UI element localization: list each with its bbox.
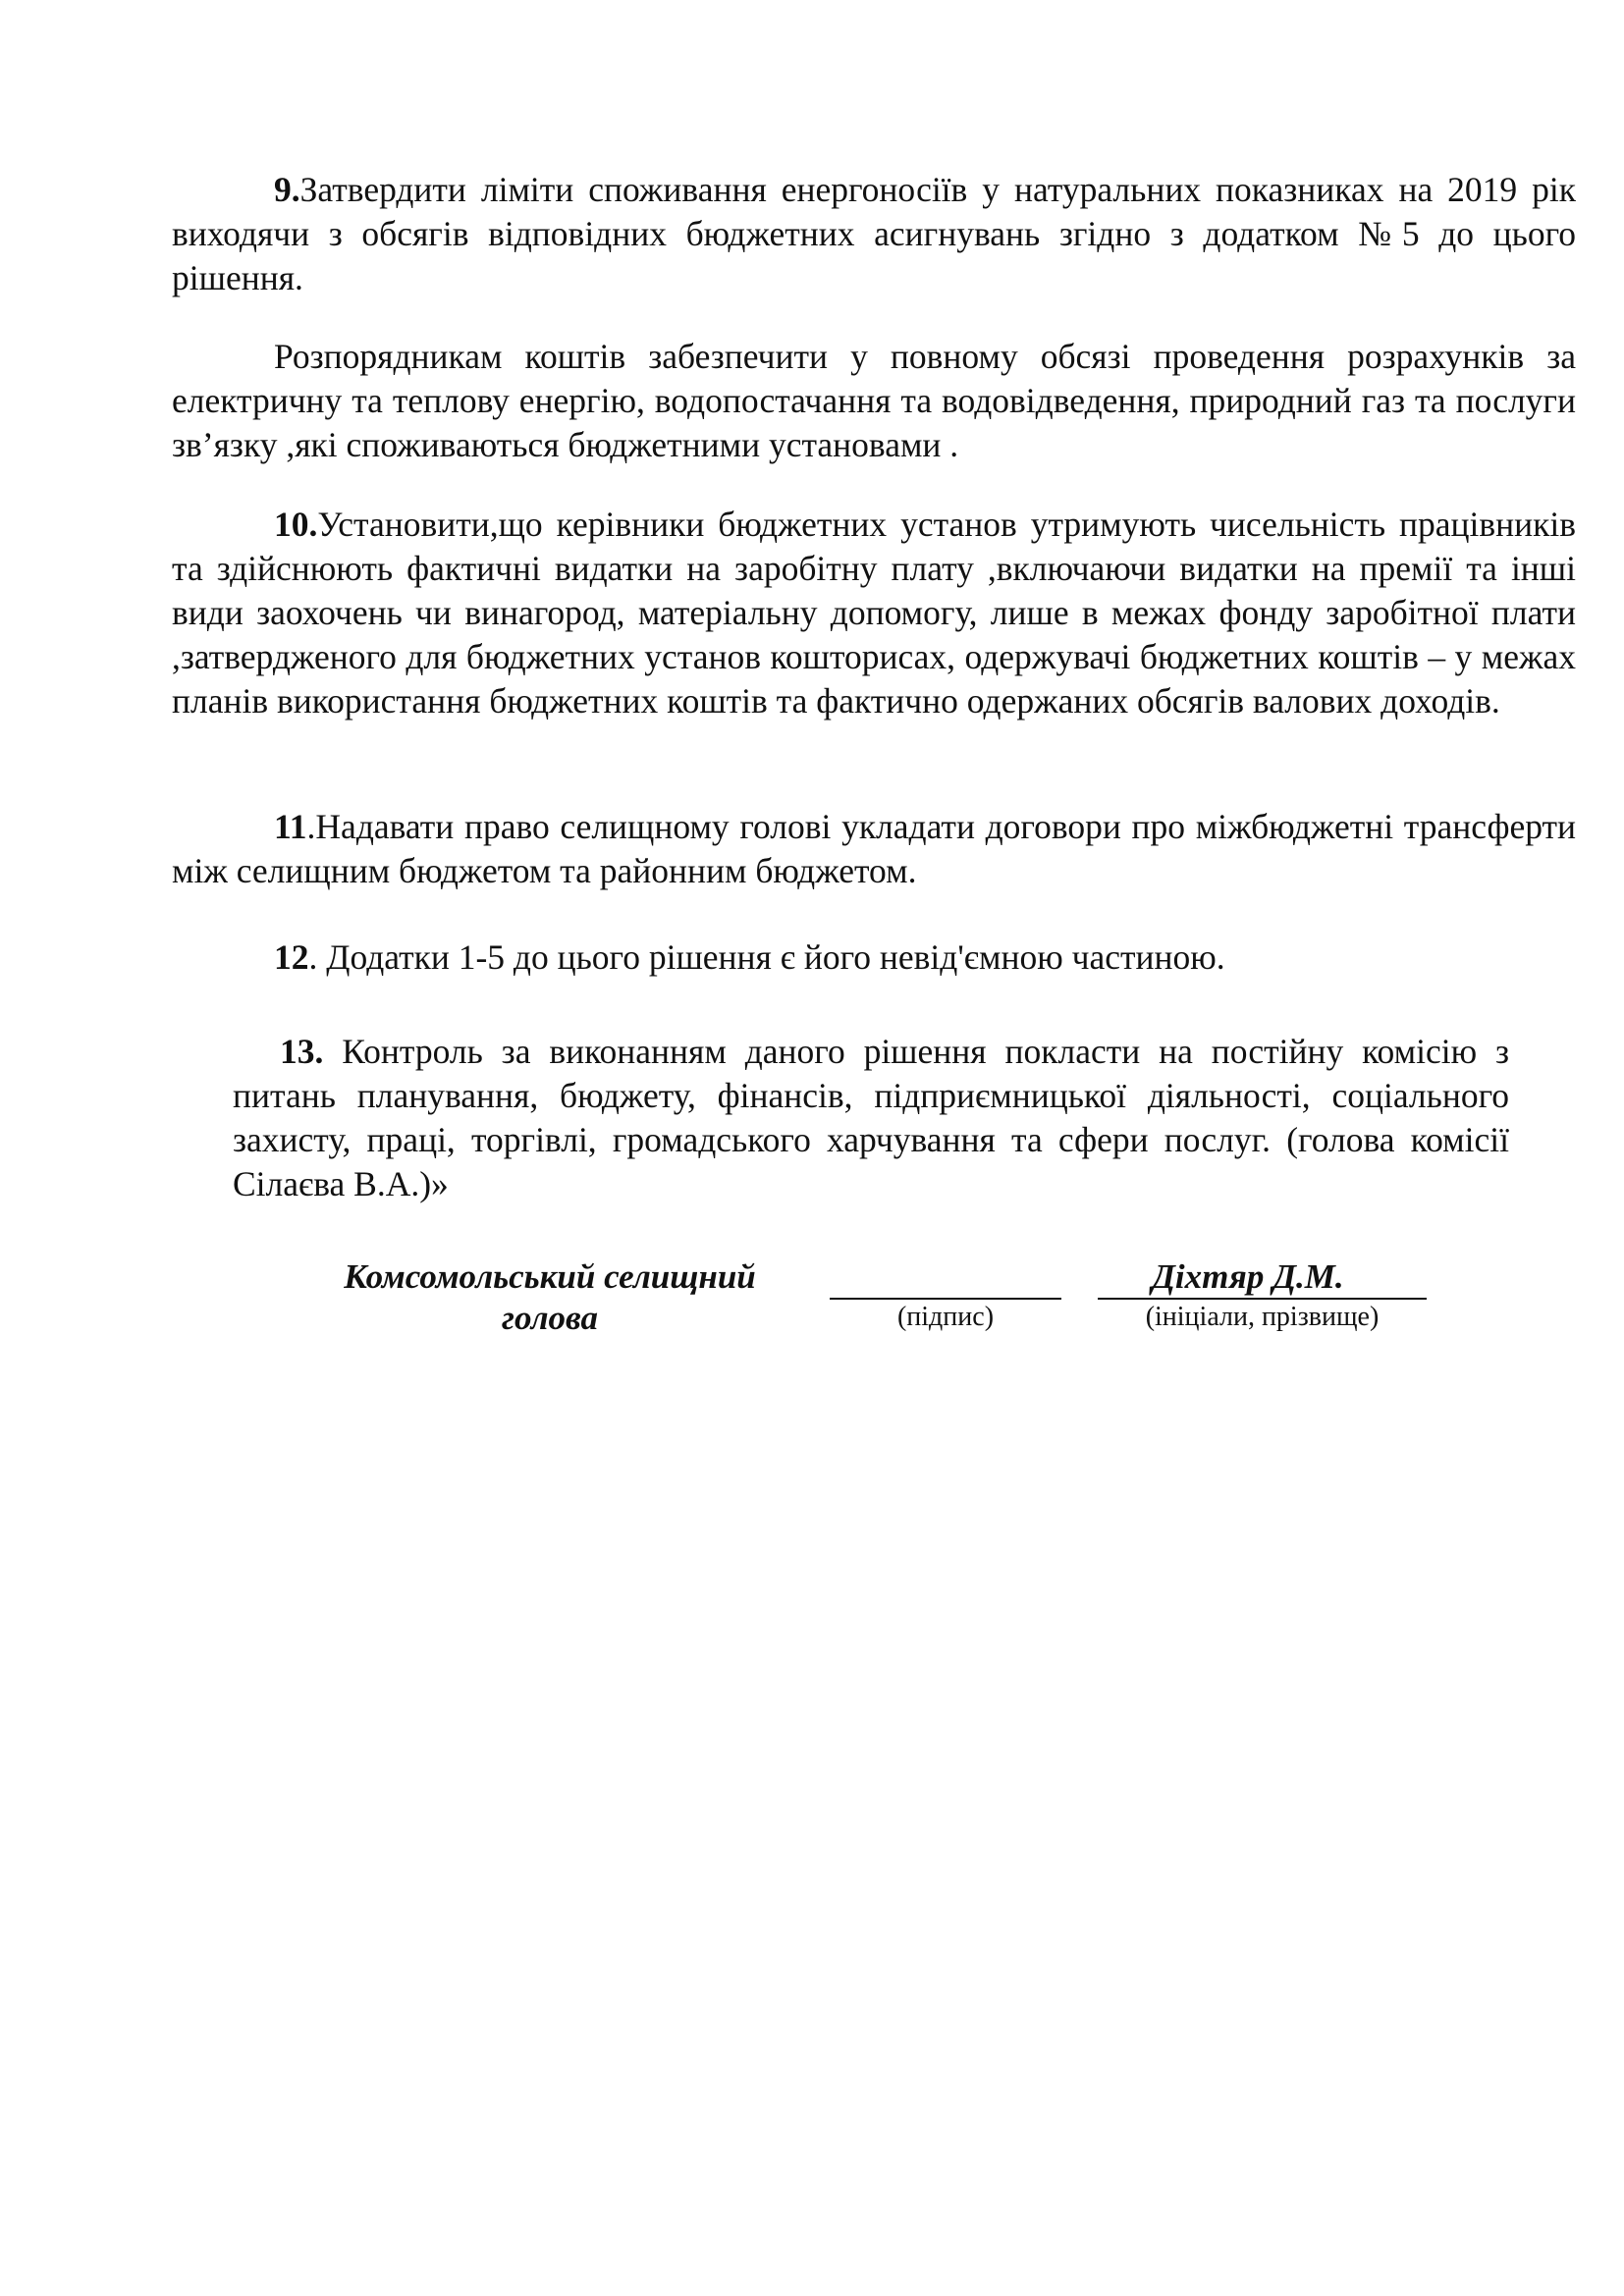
paragraph-number: 13.: [280, 1032, 324, 1071]
paragraph-12: [172, 935, 1576, 980]
paragraph-number: 12: [274, 937, 309, 977]
paragraph-text: Розпорядникам коштів забезпечити у повному обсязі проведення розрахунків за електричну та теплову енергію, водопостачання та водовідведення, природний газ та послуги зв’язку ,які споживаються бюджетними установами .: [172, 337, 1576, 464]
name-line: [1098, 1256, 1427, 1300]
signature-block: [0, 1256, 1624, 1345]
signature-caption: (підпис): [896, 1302, 995, 1332]
paragraph-number: 9.: [274, 170, 300, 209]
paragraph-text: Контроль за виконанням даного рішення покласти на постійну комісію з питань планування, бюджету, фінансів, підприємницької діяльності, соціального захисту, праці, торгівлі, громадського харчування та сфери послуг. (голова комісії Сілаєва В.А.)»: [233, 1032, 1509, 1203]
signatory-title: Комсомольський селищний голова: [344, 1257, 756, 1337]
paragraph-text: . Додатки 1-5 до цього рішення є його невід'ємною частиною.: [308, 937, 1225, 977]
paragraph-text: .Надавати право селищному голові укладати договори про міжбюджетні трансферти між селищним бюджетом та районним бюджетом.: [172, 807, 1576, 890]
paragraph-text: Установити,що керівники бюджетних установ утримують чисельність працівників та здійснюють фактичні видатки на заробітну плату ,включаючи видатки на премії та інші види заохочень чи винагород, матеріальну допомогу, лише в межах фонду заробітної плати ,затвердженого для бюджетних установ кошторисах, одержувачі бюджетних коштів – у межах планів використання бюджетних коштів та фактично одержаних обсягів валових доходів.: [172, 505, 1576, 721]
paragraph-9: [172, 168, 1576, 300]
paragraph-10: [172, 503, 1576, 723]
signature-line: [830, 1258, 1061, 1300]
paragraph-number: 10.: [274, 505, 318, 544]
name-caption: (ініціали, прізвище): [1145, 1302, 1380, 1332]
paragraph-13: [233, 1030, 1509, 1206]
paragraph-9-continued: [172, 335, 1576, 467]
paragraph-text: Затвердити ліміти споживання енергоносіїв у натуральних показниках на 2019 рік виходячи з обсягів відповідних бюджетних асигнувань згідно з додатком №5 до цього рішення.: [172, 170, 1576, 297]
paragraph-11: [172, 805, 1576, 893]
signatory-name: Діхтяр Д.М.: [1152, 1257, 1344, 1296]
paragraph-number: 11: [274, 807, 307, 846]
